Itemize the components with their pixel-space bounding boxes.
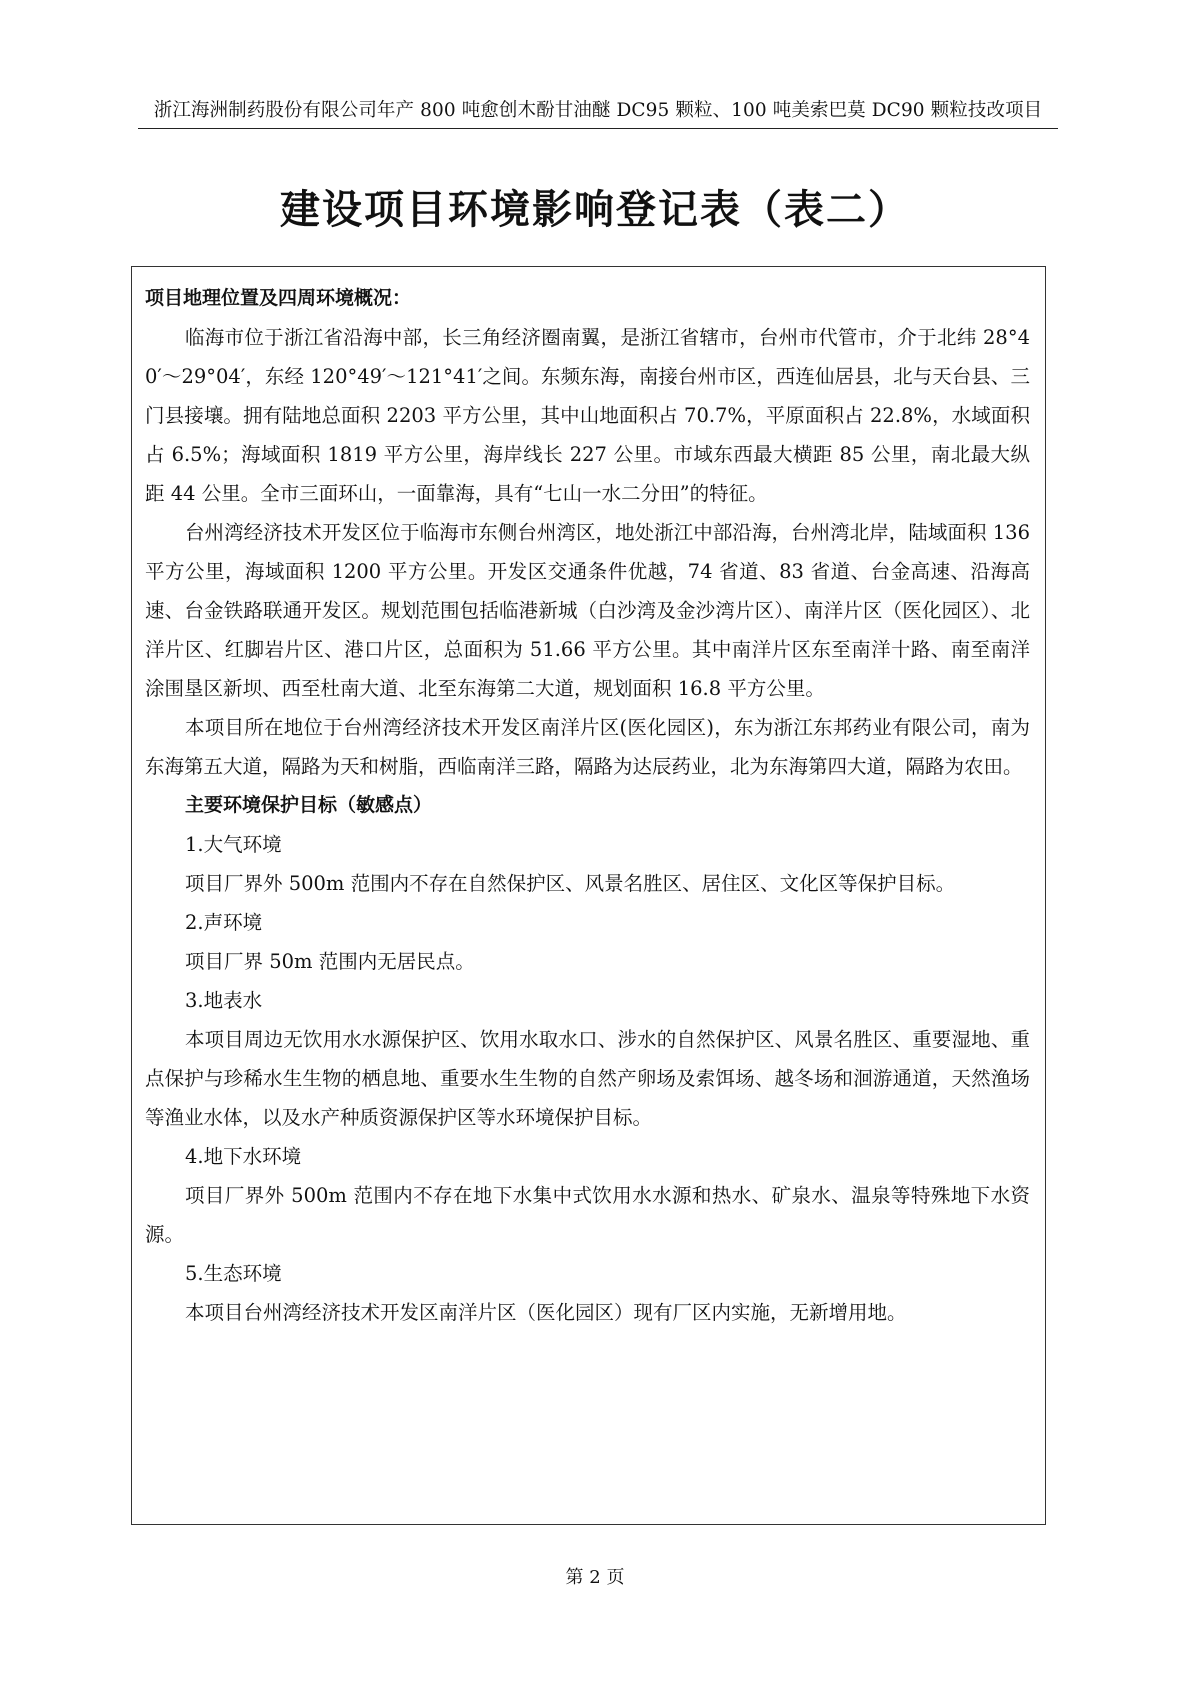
paragraph-project-site: 本项目所在地位于台州湾经济技术开发区南洋片区(医化园区)，东为浙江东邦药业有限公司，南为东海第五大道，隔路为天和树脂，西临南洋三路，隔路为达辰药业，北为东海第四大道，隔路为农田。 [145, 716, 1030, 778]
header-divider [138, 128, 1058, 129]
target-text-groundwater: 项目厂界外 500m 范围内不存在地下水集中式饮用水水源和热水、矿泉水、温泉等特殊地下水资源。 [145, 1184, 1030, 1246]
page-title: 建设项目环境影响登记表（表二） [280, 187, 910, 233]
target-label-air: 1.大气环境 [185, 833, 282, 856]
target-text-air: 项目厂界外 500m 范围内不存在自然保护区、风景名胜区、居住区、文化区等保护目标。 [185, 872, 956, 895]
target-text-noise: 项目厂界 50m 范围内无居民点。 [185, 950, 475, 973]
paragraph-location: 临海市位于浙江省沿海中部，长三角经济圈南翼，是浙江省辖市，台州市代管市，介于北纬 28°40′～29°04′，东经 120°49′～121°41′之间。东频东海，南接台州市区，西连仙居县，北与天台县、三门县接壤。拥有陆地总面积 2203 平方公里，其中山地面积占 70.7%，平原面积占 22.8%，水域面积占 6.5%；海域面积 1819 平方公里，海岸线长 227 公里。市域东西最大横距 85 公里，南北最大纵距 44 公里。全市三面环山，一面靠海，具有“七山一水二分田”的特征。 [145, 326, 1030, 505]
targets-heading: 主要环境保护目标（敏感点） [185, 794, 433, 816]
page-number: 第 2 页 [565, 1567, 625, 1588]
form-table-cell [131, 266, 1046, 1525]
section-heading: 项目地理位置及四周环境概况： [145, 287, 412, 309]
cell-content [145, 279, 1030, 1332]
target-label-surface-water: 3.地表水 [185, 989, 263, 1012]
target-text-ecology: 本项目台州湾经济技术开发区南洋片区（医化园区）现有厂区内实施，无新增用地。 [185, 1301, 907, 1324]
target-label-ecology: 5.生态环境 [185, 1262, 282, 1285]
target-label-noise: 2.声环境 [185, 911, 263, 934]
target-text-surface-water: 本项目周边无饮用水水源保护区、饮用水取水口、涉水的自然保护区、风景名胜区、重要湿地、重点保护与珍稀水生生物的栖息地、重要水生生物的自然产卵场及索饵场、越冬场和洄游通道，天然渔场等渔业水体，以及水产种质资源保护区等水环境保护目标。 [145, 1028, 1030, 1129]
paragraph-development-zone: 台州湾经济技术开发区位于临海市东侧台州湾区，地处浙江中部沿海，台州湾北岸，陆域面积 136 平方公里，海域面积 1200 平方公里。开发区交通条件优越，74 省道、83 省道、台金高速、沿海高速、台金铁路联通开发区。规划范围包括临港新城（白沙湾及金沙湾片区）、南洋片区（医化园区）、北洋片区、红脚岩片区、港口片区，总面积为 51.66 平方公里。其中南洋片区东至南洋十路、南至南洋涂围垦区新坝、西至杜南大道、北至东海第二大道，规划面积 16.8 平方公里。 [145, 521, 1030, 700]
target-label-groundwater: 4.地下水环境 [185, 1145, 302, 1168]
running-header: 浙江海洲制药股份有限公司年产 800 吨愈创木酚甘油醚 DC95 颗粒、100 吨美索巴莫 DC90 颗粒技改项目 [153, 100, 1043, 121]
